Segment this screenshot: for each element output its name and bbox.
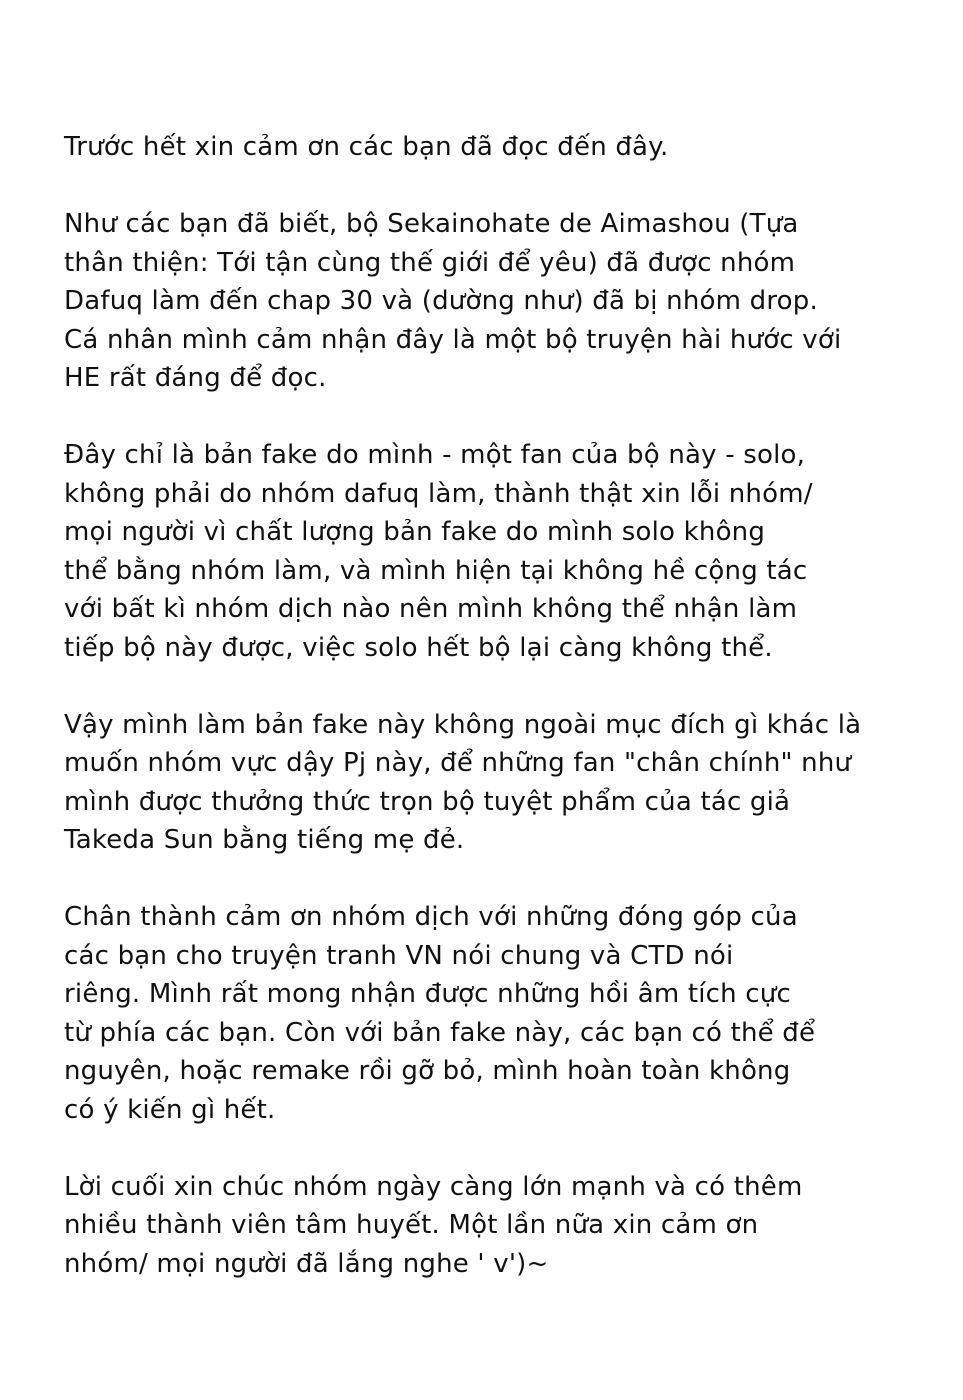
text-line: nhiều thành viên tâm huyết. Một lần nữa xin cảm ơn [64,1210,759,1240]
text-line: muốn nhóm vực dậy Pj này, để những fan "chân chính" như [64,748,852,778]
text-line: thân thiện: Tới tận cùng thế giới để yêu) đã được nhóm [64,247,796,278]
text-line: có ý kiến gì hết. [64,1094,276,1125]
text-line: không phải do nhóm dafuq làm, thành thật xin lỗi nhóm/ [64,478,813,509]
text-line: mình được thưởng thức trọn bộ tuyệt phẩm của tác giả [64,786,791,817]
paragraph-purpose [64,706,924,860]
paragraph-series-status [64,205,924,398]
text-line: HE rất đáng để đọc. [64,363,327,393]
text-line: Chân thành cảm ơn nhóm dịch với những đóng góp của [64,902,798,932]
paragraph-fake-disclaimer [64,436,924,667]
text-line: nguyên, hoặc remake rồi gỡ bỏ, mình hoàn toàn không [64,1056,791,1086]
text-line: Như các bạn đã biết, bộ Sekainohate de Aimashou (Tựa [64,209,799,239]
text-line: thể bằng nhóm làm, và mình hiện tại không hề cộng tác [64,555,808,586]
text-line: Trước hết xin cảm ơn các bạn đã đọc đến đây. [64,132,669,162]
text-line: tiếp bộ này được, việc solo hết bộ lại càng không thể. [64,632,773,663]
text-line: nhóm/ mọi người đã lắng nghe ' v')~ [64,1248,549,1279]
text-line: Lời cuối xin chúc nhóm ngày càng lớn mạnh và có thêm [64,1171,803,1202]
paragraph-closing [64,1168,924,1284]
paragraph-thanks [64,128,924,167]
text-line: mọi người vì chất lượng bản fake do mình solo không [64,517,766,547]
text-line: Vậy mình làm bản fake này không ngoài mục đích gì khác là [64,709,862,740]
translator-note [64,128,924,1322]
text-line: Takeda Sun bằng tiếng mẹ đẻ. [64,825,465,855]
text-line: với bất kì nhóm dịch nào nên mình không thể nhận làm [64,594,798,624]
text-line: Cá nhân mình cảm nhận đây là một bộ truyện hài hước với [64,324,842,355]
text-line: Đây chỉ là bản fake do mình - một fan của bộ này - solo, [64,440,806,470]
text-line: Dafuq làm đến chap 30 và (dường như) đã bị nhóm drop. [64,286,818,316]
text-line: từ phía các bạn. Còn với bản fake này, các bạn có thể để [64,1017,816,1048]
text-line: các bạn cho truyện tranh VN nói chung và CTD nói [64,940,734,971]
text-line: riêng. Mình rất mong nhận được những hồi âm tích cực [64,979,791,1009]
paragraph-gratitude [64,898,924,1129]
